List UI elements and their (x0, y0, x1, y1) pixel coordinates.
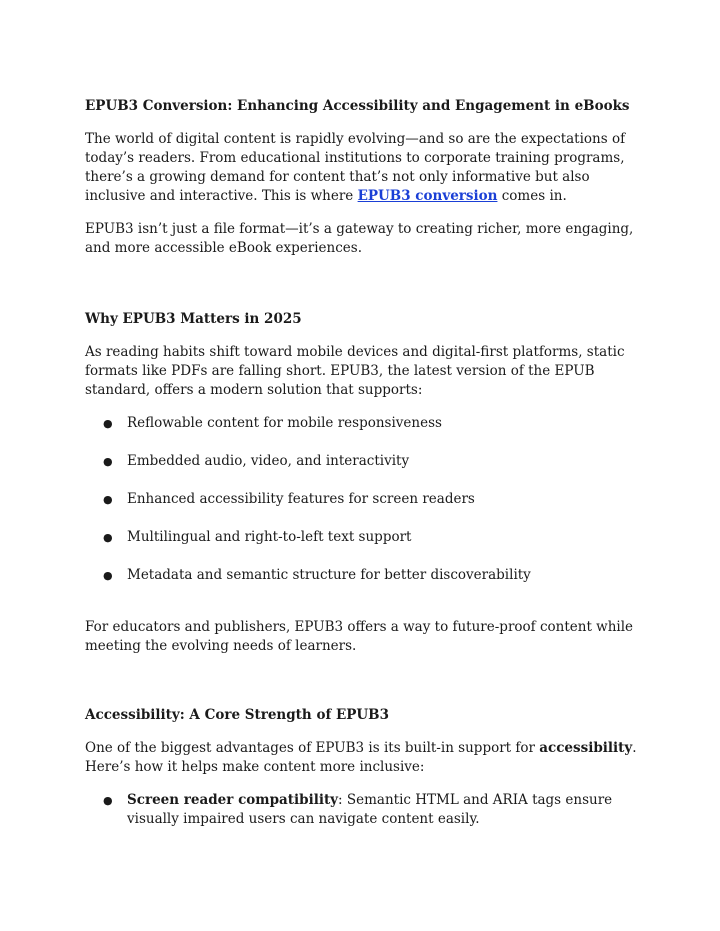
list-item (85, 566, 637, 585)
list-item-text: Enhanced accessibility features for screen readers (127, 491, 475, 507)
bullet-icon: ● (103, 417, 113, 430)
educators-paragraph: For educators and publishers, EPUB3 offers a way to future-proof content while meeting the evolving needs of learners. (85, 619, 634, 654)
bullet-icon: ● (103, 493, 113, 506)
accessibility-list (85, 791, 637, 829)
features-list (85, 414, 637, 585)
accessibility-bold-term: accessibility (539, 740, 633, 756)
accessibility-intro-text-end: . Here’s how it helps make content more inclusive: (85, 740, 637, 775)
list-item-text: Reflowable content for mobile responsiveness (127, 415, 442, 431)
list-item-text: Embedded audio, video, and interactivity (127, 453, 410, 469)
bullet-icon: ● (103, 569, 113, 582)
list-item-text: Multilingual and right-to-left text support (127, 529, 412, 545)
section-heading-accessibility: Accessibility: A Core Strength of EPUB3 (85, 707, 389, 723)
list-item (85, 791, 637, 829)
why-intro-paragraph: As reading habits shift toward mobile devices and digital-first platforms, static formats like PDFs are falling short. EPUB3, the latest version of the EPUB standard, offers a modern solution that supports: (85, 344, 625, 398)
accessibility-intro-text: One of the biggest advantages of EPUB3 is its built-in support for (85, 740, 540, 756)
list-item (85, 528, 637, 547)
bullet-icon: ● (103, 455, 113, 468)
document-page (85, 97, 637, 829)
bullet-icon: ● (103, 794, 113, 807)
accessibility-intro-paragraph (85, 739, 637, 777)
epub3-conversion-link[interactable]: EPUB3 conversion (357, 188, 498, 204)
list-item (85, 490, 637, 509)
list-item (85, 414, 637, 433)
intro-text: The world of digital content is rapidly evolving—and so are the expectations of today’s readers. From educational institutions to corporate training programs, there’s a growing demand for content that’s not only informative but also inclusive and interactive. This is where (85, 131, 626, 204)
list-item-text: : Semantic HTML and ARIA tags ensure visually impaired users can navigate content easily. (127, 792, 613, 827)
section-heading-epub3-conversion: EPUB3 Conversion: Enhancing Accessibility and Engagement in eBooks (85, 98, 630, 114)
list-item-bold-term: Screen reader compatibility (127, 792, 339, 808)
list-item-text: Metadata and semantic structure for better discoverability (127, 567, 531, 583)
bullet-icon: ● (103, 531, 113, 544)
intro-paragraph (85, 130, 637, 206)
gateway-paragraph: EPUB3 isn’t just a file format—it’s a gateway to creating richer, more engaging, and more accessible eBook experiences. (85, 221, 634, 256)
section-heading-why-epub3: Why EPUB3 Matters in 2025 (85, 311, 302, 327)
list-item (85, 452, 637, 471)
intro-text-end: comes in. (497, 188, 567, 204)
